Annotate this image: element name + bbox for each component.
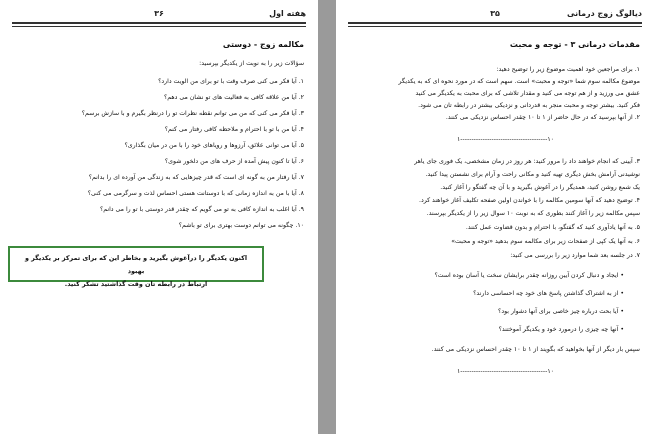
question-item: ۳. آیا فکر می کنی که من می توانم نقطه نظرات تو را درنظر بگیرم و با سازش برسم؟ xyxy=(81,110,304,117)
question-item: ۴. آیا من با تو با احترام و ملاحظه کافی رفتار می کنم؟ xyxy=(164,126,304,133)
question-item: ۱. آیا فکر می کنی صرف وقت با تو برای من الویت دارد؟ xyxy=(158,78,304,85)
right-page xyxy=(336,0,654,434)
rating-scale: ۱---------------------------------------۱۰ xyxy=(456,136,554,143)
section-label: هفته اول xyxy=(269,9,306,18)
body-line: سپس مکالمه زیر را آغاز کنند بطوری که به نوبت ۱۰ سوال زیر را از یکدیگر بپرسند. xyxy=(426,210,640,217)
callout-line: اکنون یکدیگر را درآغوش بگیرید و بخاطر این که برای تمرکز بر یکدیگر و بهبود xyxy=(24,254,248,275)
body-line: موضوع مکالمه سوم شما «توجه و محبت» است. سهم است که در مورد نحوه ای که به یکدیگر xyxy=(398,78,640,85)
body-line: ۲. از آنها بپرسید که در حال حاضر از ۱ تا ۱۰ چقدر احساس نزدیکی می کنند. xyxy=(445,114,640,121)
question-item: ۱۰. چگونه می توانم دوست بهتری برای تو باشم؟ xyxy=(178,222,304,229)
bullet-item: • ایجاد و دنبال کردن آیین روزانه چقدر برایشان سخت یا آسان بوده است؟ xyxy=(434,272,624,279)
bullet-item: • آیا بحث درباره چیز خاصی برای آنها دشوار بود؟ xyxy=(498,308,624,315)
body-line: نوشیدنی آرامش بخش دیگری تهیه کنید و مکانی راحت و آرام برای نشستن پیدا کنید. xyxy=(425,171,640,178)
body-line: ۱. برای مراجعین خود اهمیت موضوع زیر را توضیح دهید: xyxy=(496,66,640,73)
left-page xyxy=(0,0,318,434)
right-page-header xyxy=(348,9,642,21)
header-rule xyxy=(12,22,306,27)
page-number: ۳۵ xyxy=(490,9,500,18)
body-line: ۵. به آنها یادآوری کنید که گفتگو، با احترام و بدون قضاوت عمل کنند. xyxy=(465,224,640,231)
intro-text: سؤالات زیر را به نوبت از یکدیگر بپرسید: xyxy=(199,60,304,67)
callout-line: ارتباط در رابطه تان وقت گذاشتید تشکر کنید. xyxy=(64,280,208,288)
body-line: فکر کنید. بیشتر توجه و محبت منجر به قدردانی و نزدیکی بیشتر در رابطه تان می شود. xyxy=(418,102,640,109)
question-item: ۶. آیا تا کنون پیش آمده از حرف های من دلخور شوی؟ xyxy=(164,158,304,165)
body-line: ۳. آیینی که انجام خواهند داد را مرور کنید: هر روز در زمان مشخصی، یک فوری جای یاهر xyxy=(414,158,640,165)
question-item: ۵. آیا می توانی علائق، آرزوها و رویاهای خود را با من در میان بگذاری؟ xyxy=(124,142,304,149)
body-line: ۶. به آنها یک کپی از صفحات زیر برای مکالمه سوم بدهید «توجه و محبت» xyxy=(451,238,640,245)
bullet-item: • آنها چه چیزی را درمورد خود و یکدیگر آموختند؟ xyxy=(498,326,624,333)
body-line: ۴. توضیح دهید که آنها سومین مکالمه را با خواندن اولین صفحه تکلیف آغاز خواهند کرد. xyxy=(419,197,640,204)
callout-box xyxy=(8,246,264,288)
body-line: عشق می ورزید و از هم توجه می کنید و مقدار تلاشی که برای محبت به یکدیگر می کنید xyxy=(415,90,640,97)
question-item: ۷. آیا رفتار من به گونه ای است که قدر چیزهایی که به زندگی من آورده ای را بدانم؟ xyxy=(88,174,304,181)
section-title: مقدمات درمانی ۳ - توجه و محبت xyxy=(509,40,640,49)
question-item: ۹. آیا اغلب به اندازه کافی به تو می گویم که چقدر قدر دوستی با تو را می دانم؟ xyxy=(99,206,304,213)
page-number: ۳۶ xyxy=(154,9,164,18)
section-title: مکالمه زوج - دوستی xyxy=(222,40,304,49)
body-line: سپس بار دیگر از آنها بخواهید که بگویند از ۱ تا ۱۰ چقدر احساس نزدیکی می کنند. xyxy=(431,346,640,353)
book-title: دیالوگ زوج درمانی xyxy=(566,9,642,18)
question-item: ۸. آیا با من به اندازه زمانی که با دوستانت هستی احساس لذت و سرگرمی می کنی؟ xyxy=(87,190,304,197)
body-line: یک شمع روشن کنید، همدیگر را در آغوش بگیرید و با آن چه گفتگو را آغاز کنید. xyxy=(440,184,640,191)
header-rule xyxy=(348,22,642,27)
rating-scale: ۱---------------------------------------۱۰ xyxy=(456,368,554,375)
bullet-item: • از به اشتراک گذاشتن پاسخ های خود چه احساسی دارند؟ xyxy=(473,290,624,297)
question-item: ۲. آیا من علاقه کافی به فعالیت های تو نشان می دهم؟ xyxy=(163,94,304,101)
left-page-header xyxy=(12,9,306,21)
body-line: ۷. در جلسه بعد شما موارد زیر را بررسی می کنید: xyxy=(510,252,640,259)
